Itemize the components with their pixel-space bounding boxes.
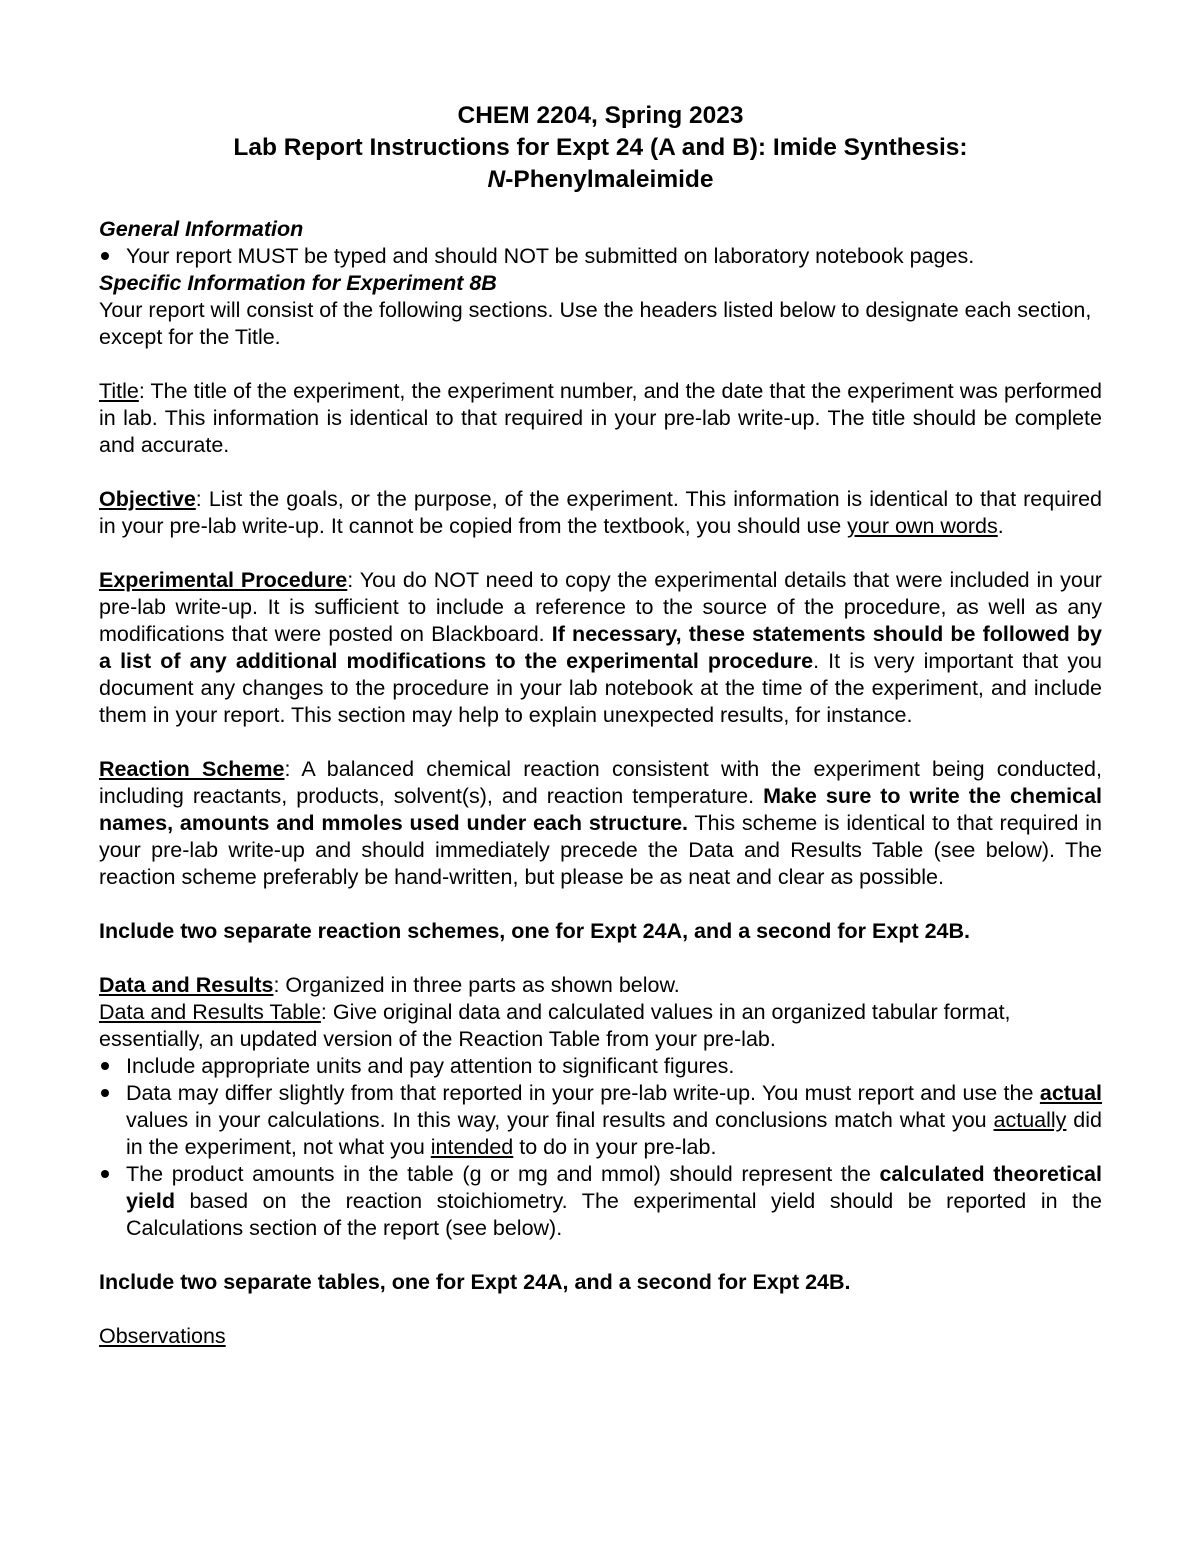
list-item-text: Include appropriate units and pay attention to significant figures. [126,1054,735,1078]
list-item [99,1080,1102,1161]
list-item-text: did in the experiment, not what you [126,1108,1102,1159]
data-results-section [99,972,1102,999]
document-content [99,100,1102,1350]
list-item [99,1053,1102,1080]
observations-heading: Observations [99,1324,226,1348]
list-item [99,243,1102,270]
scheme-section [99,756,1102,891]
actual-text: actual [1039,1081,1102,1105]
procedure-text: : You do NOT need to copy the experimental details that were included in your pre-lab write-up. It is sufficient to include a reference to the source of the procedure, as well as any modifications that were posted on Blackboard. [99,568,1102,646]
title-text: : The title of the experiment, the experiment number, and the date that the experiment was performed in lab. This information is identical to that required in your pre-lab write-up. The title should be complete and accurate. [99,379,1102,457]
tables-note: Include two separate tables, one for Expt 24A, and a second for Expt 24B. [99,1270,851,1294]
procedure-label: Experimental Procedure [99,568,348,592]
procedure-bold-text: If necessary, these statements should be followed by a list of any additional modifications to the experimental procedure [99,622,1102,673]
report-title: Lab Report Instructions for Expt 24 (A and B): Imide Synthesis: [233,134,968,161]
data-table-label: Data and Results Table [99,1000,321,1024]
bullet-icon [101,1170,109,1178]
procedure-text-2: . It is very important that you document any changes to the procedure in your lab notebook at the time of the experiment, and include them in your report. This section may help to explain unexpected results, for instance. [99,649,1102,727]
list-item-text: Your report MUST be typed and should NOT be submitted on laboratory notebook pages. [126,244,975,268]
compound-prefix: N [487,166,506,193]
general-info-list [99,243,1102,270]
scheme-label: Reaction Scheme [99,757,285,781]
list-item-text: values in your calculations. In this way, your final results and conclusions match what you [126,1108,994,1132]
list-item-text: Data may differ slightly from that reported in your pre-lab write-up. You must report and use the [126,1081,1040,1105]
title-label: Title [99,379,139,403]
objective-label: Objective [99,487,196,511]
general-info-heading: General Information [99,217,304,241]
list-item-text: to do in your pre-lab. [513,1135,717,1159]
own-words-text: your own words [847,514,998,538]
scheme-note: Include two separate reaction schemes, one for Expt 24A, and a second for Expt 24B. [99,919,971,943]
data-results-text: : Organized in three parts as shown below. [273,973,680,997]
bullet-icon [101,1062,109,1070]
specific-info-intro: Your report will consist of the following sections. Use the headers listed below to designate each section, except for the Title. [99,298,1092,349]
actually-text: actually [993,1108,1067,1132]
objective-text: : List the goals, or the purpose, of the experiment. This information is identical to that required in your pre-lab write-up. It cannot be copied from the textbook, you should use [99,487,1102,538]
compound-name: -Phenylmaleimide [505,166,714,193]
list-item-text: The product amounts in the table (g or mg and mmol) should represent the [126,1162,880,1186]
bullet-icon [101,1089,109,1097]
theoretical-yield-text: calculated theoretical yield [126,1162,1102,1213]
procedure-section [99,567,1102,729]
list-item [99,1161,1102,1242]
document-header [99,100,1102,196]
data-table-intro [99,999,1102,1053]
intended-text: intended [430,1135,514,1159]
compound-title [99,164,1102,196]
data-results-list [99,1053,1102,1242]
bullet-icon [101,252,109,260]
title-section [99,378,1102,459]
data-results-label: Data and Results [99,973,274,997]
scheme-text-2: This scheme is identical to that required in your pre-lab write-up and should immediately precede the Data and Results Table (see below). The reaction scheme preferably be hand-written, but please be as neat and clear as possible. [99,811,1102,889]
list-item-text: based on the reaction stoichiometry. The experimental yield should be reported in the Calculations section of the report (see below). [126,1189,1102,1240]
course-title: CHEM 2204, Spring 2023 [457,102,744,129]
scheme-text: : A balanced chemical reaction consistent with the experiment being conducted, including reactants, products, solvent(s), and reaction temperature. [99,757,1102,808]
data-table-text: : Give original data and calculated values in an organized tabular format, essentially, an updated version of the Reaction Table from your pre-lab. [99,1000,1011,1051]
objective-end: . [997,514,1004,538]
specific-info-heading: Specific Information for Experiment 8B [99,271,497,295]
objective-section [99,486,1102,540]
scheme-bold-text: Make sure to write the chemical names, amounts and mmoles used under each structure. [99,784,1103,835]
